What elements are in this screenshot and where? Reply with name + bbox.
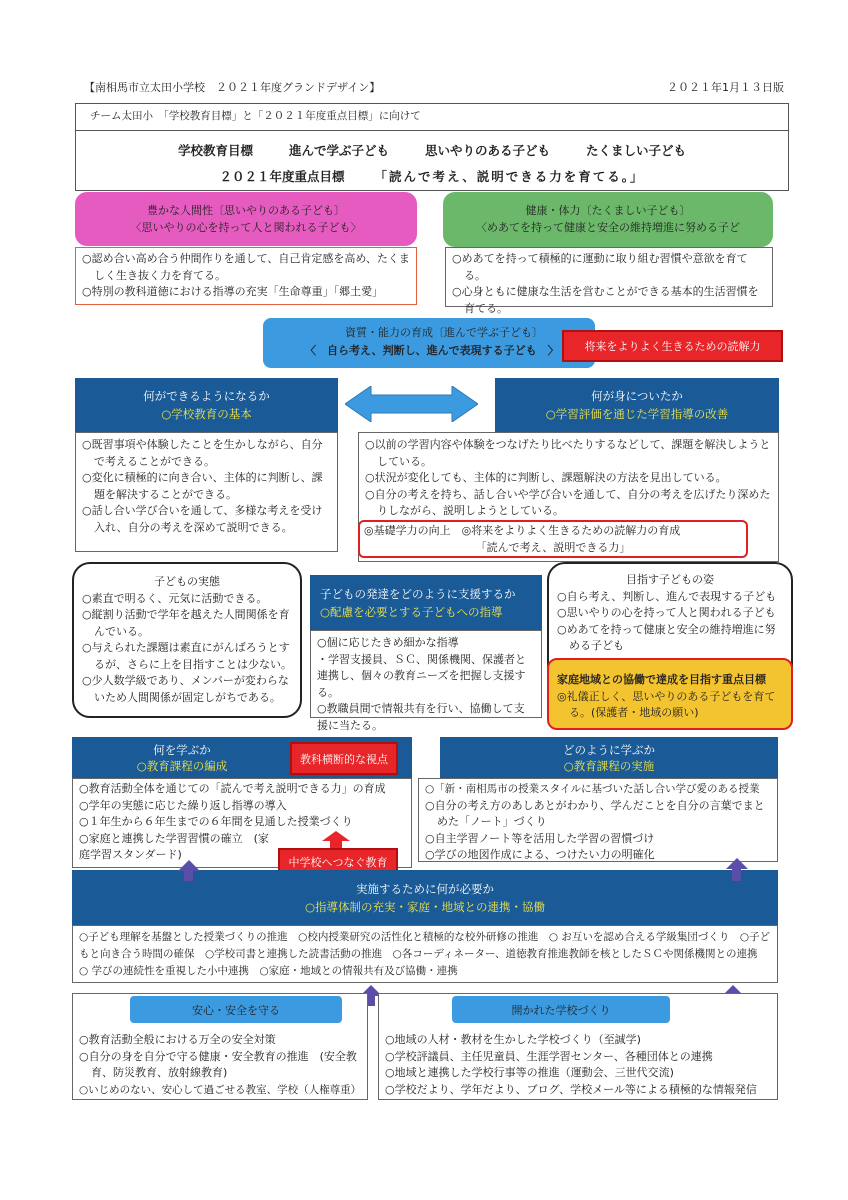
list-item: ○「新・南相馬市の授業スタイルに基づいた話し合い学び愛のある授業	[425, 783, 760, 795]
acquired-header	[495, 378, 779, 432]
open-school-label: 開かれた学校づくり	[452, 996, 670, 1023]
list-item: ○縦割り活動で学年を越えた人間関係を育んでいる。	[82, 608, 290, 638]
safety-label: 安心・安全を守る	[130, 996, 342, 1023]
health-title: 健康・体力〔たくましい子ども〕	[525, 204, 691, 217]
support-title: 子どもの発達をどのように支援するか	[320, 586, 516, 601]
needs-title: 実施するために何が必要か	[356, 881, 494, 896]
document-header-title: 【南相馬市立太田小学校 ２０２１年度グランドデザイン】	[84, 81, 381, 94]
can-do-sub: ○学校教育の基本	[161, 407, 252, 421]
cross-curricular-tag: 教科横断的な視点	[290, 742, 398, 775]
goal-item: たくましい子ども	[586, 143, 687, 158]
goal-item: 思いやりのある子ども	[425, 143, 551, 158]
reading-literacy-tag: 将来をよりよく生きるための読解力	[562, 330, 783, 362]
highlight-line: ◎基礎学力の向上 ◎将来をよりよく生きるための読解力の育成	[364, 524, 681, 537]
support-header	[310, 575, 542, 630]
document-date: ２０２１年1月１３日版	[667, 81, 784, 94]
health-sub: 〈めあてを持って健康と安全の維持増進に努める子ど	[476, 221, 740, 234]
support-sub: ○配慮を必要とする子どもへの指導	[320, 604, 503, 619]
humanity-sub: 〈思いやりの心を持って人と関われる子ども〉	[130, 221, 362, 234]
list-item: ○話し合い学び合いを通して、多様な考えを受け入れ、自分の考えを深めて説明できる。	[82, 504, 323, 534]
list-item: ○自分の考え方のあしあとがわかり、学んだことを自分の言葉でまとめた「ノート」づくり	[425, 798, 765, 828]
needs-list: ○子ども理解を基盤とした授業づくりの推進 ○校内授業研究の活性化と積極的な校外研修の推進 ○ お互いを認め合える学級集団づくり ○子どもと向き合う時間の確保 ○学校司書と連携した読書活動の推進 ○各コーディネーター、道徳教育推進教師を核としたＳＣや関係機関との連携 ○ 学びの連続性を重視した小中連携 ○家庭・地域との情報共有及び協働・連携	[72, 925, 778, 983]
how-learn-sub: ○教育課程の実施	[563, 758, 655, 773]
list-item: ○学校だより、学年だより、ブログ、学校メール等による積極的な情報発信	[385, 1082, 757, 1096]
list-item: ○自分の身を自分で守る健康・安全教育の推進 (安全教育、防災教育、放射線教育)	[79, 1049, 357, 1079]
list-item: ○地域と連携した学校行事等の推進（運動会、三世代交流)	[385, 1066, 674, 1079]
list-item: ○学年の実態に応じた繰り返し指導の導入	[79, 798, 287, 812]
ideal-title: 目指す子どもの姿	[626, 573, 714, 586]
goals-label: 学校教育目標	[177, 143, 253, 158]
list-item: ○学びの地図作成による、つけたい力の明確化	[425, 848, 655, 861]
red-up-arrow-icon	[322, 831, 350, 849]
list-item: ○既習事項や体験したことを生かしながら、自分で考えることができる。	[82, 438, 323, 468]
purple-up-arrow-icon	[726, 858, 748, 881]
list-item: ○教育活動全体を通じての「読んで考え説明できる力」の育成	[79, 782, 386, 795]
purple-up-arrow-icon	[178, 860, 200, 881]
list-item: ○学校評議員、主任児童員、生涯学習センター、各種団体との連携	[385, 1049, 713, 1063]
school-goals	[76, 141, 788, 159]
ability-title: 資質・能力の育成〔進んで学ぶ子ども〕	[345, 326, 543, 339]
list-item: ○個に応じたきめ細かな指導	[317, 636, 459, 649]
acquired-highlight	[358, 520, 748, 558]
list-item: ○心身ともに健康な生活を営むことができる基本的生活習慣を育てる。	[452, 285, 759, 315]
health-list	[445, 247, 773, 315]
how-learn-header	[440, 737, 778, 778]
support-list	[310, 630, 542, 732]
focus-goal-text: ◎礼儀正しく、思いやりのある子どもを育てる。(保護者・地域の願い)	[557, 689, 776, 719]
list-item: ○与えられた課題は素直にがんばろうとするが、さらに上を目指すことは少ない。	[82, 641, 292, 671]
double-arrow-icon	[345, 386, 478, 422]
how-learn-list	[418, 778, 778, 862]
child-reality-box	[72, 562, 302, 718]
junior-high-bridge-tag: 中学校へつなぐ教育	[278, 848, 398, 875]
focus-goal-title: 家庭地域との協働で達成を目指す重点目標	[557, 673, 766, 686]
can-do-title: 何ができるようになるか	[143, 389, 270, 403]
list-item: ○思いやりの心を持って人と関われる子ども	[557, 606, 776, 619]
humanity-header	[75, 192, 417, 246]
ability-box	[263, 318, 595, 368]
can-do-list	[75, 432, 338, 552]
list-item: ○家庭と連携した学習習慣の確立 (家庭学習スタンダード)	[79, 831, 269, 861]
list-item: ○教職員間で情報共有を行い、協働して支援に当たる。	[317, 702, 525, 732]
list-item: ○地域の人材・教材を生かした学校づくり（至誠学)	[385, 1033, 641, 1046]
ability-sub: 〈 自ら考え、判断し、進んで表現する子ども 〉	[305, 344, 559, 357]
how-learn-title: どのように学ぶか	[563, 742, 655, 757]
list-item: ○自ら考え、判断し、進んで表現する子ども	[557, 589, 777, 603]
list-item: ○状況が変化しても、主体的に判断し、課題解決の方法を見出している。	[365, 471, 727, 484]
list-item: ○めあてを持って積極的に運動に取り組む習慣や意欲を育てる。	[452, 252, 748, 282]
list-item: ○自分の考えを持ち、話し合いや学び合いを通して、自分の考えを広げたり深めたりしながら、説明しようとしている。	[365, 487, 771, 517]
list-item: ○少人数学級であり、メンバーが変わらないため人間関係が固定しがちである。	[82, 674, 289, 704]
home-community-goal	[547, 658, 793, 730]
list-item: ○１年生から６年生までの６年間を見通した授業づくり	[79, 815, 353, 828]
list-item: ○いじめのない、安心して過ごせる教室、学校（人権尊重）	[79, 1083, 362, 1096]
focus-label: ２０２１年度重点目標	[219, 169, 345, 184]
focus-goal	[76, 167, 788, 185]
needs-sub: ○指導体制の充実・家庭・地域との連携・協働	[304, 899, 546, 914]
acquired-sub: ○学習評価を通じた学習指導の改善	[545, 407, 729, 421]
health-header	[443, 192, 773, 247]
humanity-title: 豊かな人間性〔思いやりのある子ども〕	[147, 204, 345, 217]
acquired-title: 何が身についたか	[591, 389, 683, 403]
list-item: ○自主学習ノート等を活用した学習の習慣づけ	[425, 831, 655, 845]
what-learn-title: 何を学ぶか	[153, 742, 211, 757]
list-item: ○素直で明るく、元気に活動できる。	[82, 591, 268, 605]
can-do-header	[75, 378, 338, 432]
list-item: ○めあてを持って健康と安全の維持増進に努める子ども	[557, 622, 776, 652]
list-item: ○変化に積極的に向き合い、主体的に判断し、課題を解決することができる。	[82, 471, 323, 501]
team-line: チーム太田小 「学校教育目標」と「２０２１年度重点目標」に向けて	[76, 104, 788, 131]
list-item: ○教育活動全般における万全の安全対策	[79, 1033, 276, 1046]
focus-text: 「読んで考え、説明できる力を育てる。」	[374, 169, 645, 184]
list-item: ○特別の教科道徳における指導の充実「生命尊重」「郷土愛」	[82, 285, 384, 298]
list-item: ○認め合い高め合う仲間作りを通して、自己肯定感を高め、たくましく生き抜く力を育てる。	[82, 252, 410, 282]
goal-item: 進んで学ぶ子ども	[288, 143, 389, 158]
reality-title: 子どもの実態	[154, 575, 220, 588]
list-item: ・学習支援員、ＳＣ、関係機関、保護者と連携し、個々の教育ニーズを把握し支援する。	[317, 652, 526, 699]
humanity-list	[75, 247, 417, 305]
highlight-line: 「読んで考え、説明できる力」	[475, 540, 631, 554]
goals-frame	[75, 103, 789, 191]
list-item: ○以前の学習内容や体験をつなげたり比べたりするなどして、課題を解決しようとしている。	[365, 438, 771, 468]
what-learn-sub: ○教育課程の編成	[136, 758, 228, 773]
